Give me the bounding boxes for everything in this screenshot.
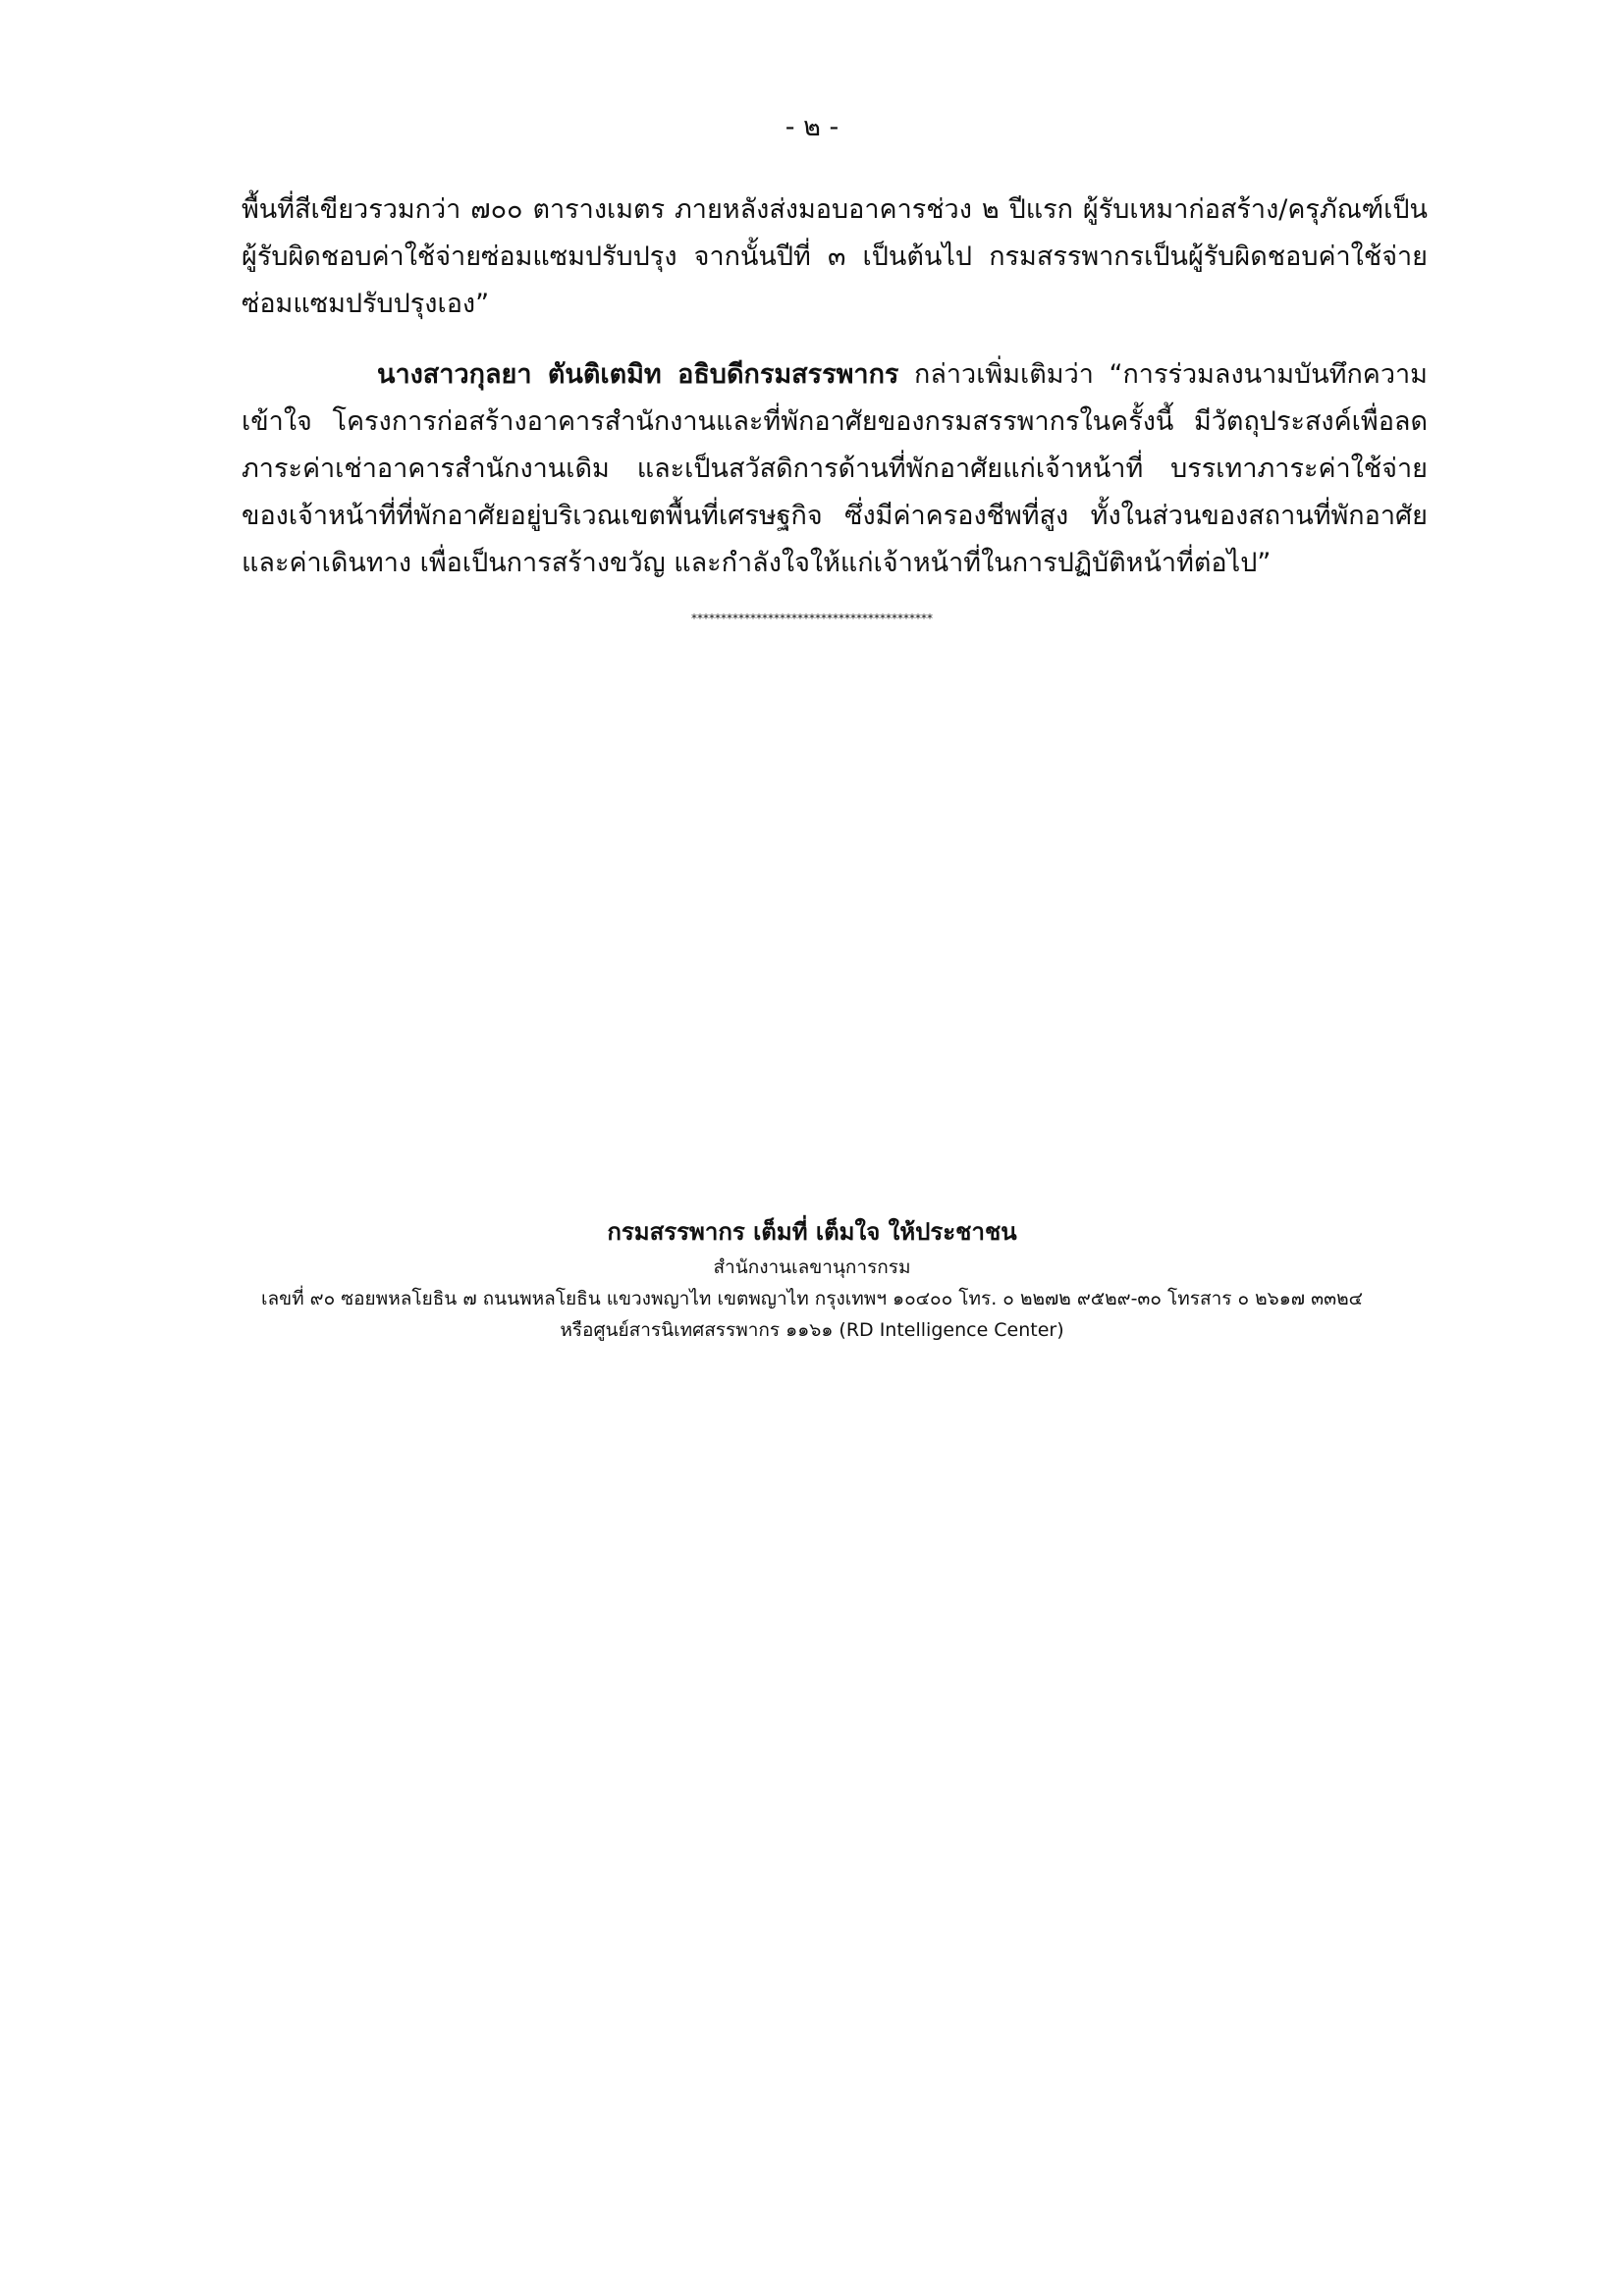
footer-slogan: กรมสรรพากร เต็มที่ เต็มใจ ให้ประชาชน bbox=[607, 1218, 1017, 1246]
footer bbox=[0, 1212, 1624, 1346]
paragraph-2-text: กล่าวเพิ่มเติมว่า “การร่วมลงนามบันทึกความเข้าใจ โครงการก่อสร้างอาคารสำนักงานและที่พักอาศัยของกรมสรรพากรในครั้งนี้ มีวัตถุประสงค์เพื่อลดภาระค่าเช่าอาคารสำนักงานเดิม และเป็นสวัสดิการด้านที่พักอาศัยแก่เจ้าหน้าที่ บรรเทาภาระค่าใช้จ่ายของเจ้าหน้าที่ที่พักอาศัยอยู่บริเวณเขตพื้นที่เศรษฐกิจ ซึ่งมีค่าครองชีพที่สูง ทั้งในส่วนของสถานที่พักอาศัย และค่าเดินทาง เพื่อเป็นการสร้างขวัญ และกำลังใจให้แก่เจ้าหน้าที่ในการปฏิบัติหน้าที่ต่อไป” bbox=[242, 359, 1428, 578]
separator-stars: ***************************************** bbox=[691, 612, 933, 625]
page-number: - ๒ - bbox=[785, 112, 839, 142]
footer-office: สำนักงานเลขานุการกรม bbox=[713, 1256, 911, 1278]
speaker-name: นางสาวกุลยา ตันติเตมิท อธิบดีกรมสรรพากร bbox=[377, 359, 899, 390]
paragraph-2 bbox=[242, 351, 1428, 587]
paragraph-1: พื้นที่สีเขียวรวมกว่า ๗๐๐ ตารางเมตร ภายหลังส่งมอบอาคารช่วง ๒ ปีแรก ผู้รับเหมาก่อสร้าง/ครุภัณฑ์เป็นผู้รับผิดชอบค่าใช้จ่ายซ่อมแซมปรับปรุง จากนั้นปีที่ ๓ เป็นต้นไป กรมสรรพากรเป็นผู้รับผิดชอบค่าใช้จ่ายซ่อมแซมปรับปรุงเอง” bbox=[242, 194, 1428, 319]
footer-address: เลขที่ ๙๐ ซอยพหลโยธิน ๗ ถนนพหลโยธิน แขวงพญาไท เขตพญาไท กรุงเทพฯ ๑๐๔๐๐ โทร. ๐ ๒๒๗๒ ๙๕๒๙-๓๐ โทรสาร ๐ ๒๖๑๗ ๓๓๒๔ bbox=[260, 1288, 1363, 1309]
footer-contact: หรือศูนย์สารนิเทศสรรพากร ๑๑๖๑ (RD Intelligence Center) bbox=[560, 1319, 1064, 1341]
